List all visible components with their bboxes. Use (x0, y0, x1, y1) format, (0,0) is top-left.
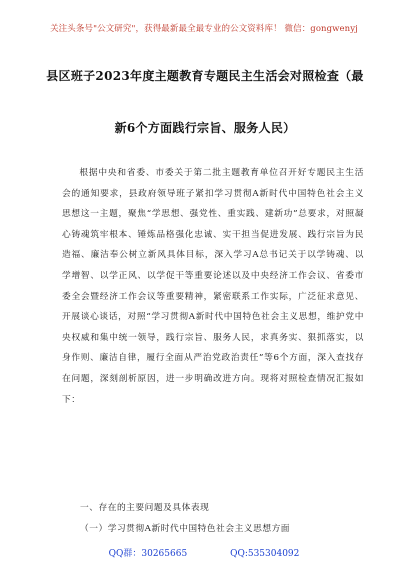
header-promo-note: 关注头条号"公文研究"，获得最新最全最专业的公文资料库！ 微信：gongwenyj (50, 24, 358, 34)
document-title-line-1: 县区班子2023年度主题教育专题民主生活会对照检查（最 (46, 69, 364, 83)
footer-qq-group: QQ群：30265665 (108, 549, 188, 559)
subsection-heading-1: （一）学习贯彻A新时代中国特色社会主义思想方面 (80, 524, 291, 534)
footer-contact (0, 546, 408, 559)
section-heading-1: 一、存在的主要问题及具体表现 (80, 503, 210, 513)
document-title-line-2: 新6个方面践行宗旨、服务人民） (114, 121, 296, 135)
body-paragraph: 根据中央和省委、市委关于第二批主题教育单位召开好专题民主生活会的通知要求，县政府领导班子紧扣学习贯彻A新时代中国特色社会主义思想这一主题，聚焦“学思想、强党性、重实践、建新功”总要求，对照凝心铸魂筑牢根本、锤炼品格强化忠诚、实干担当促进发展、践行宗旨为民造福、廉洁奉公树立新风具体目标，深入学习A总书记关于以学铸魂、以学增智、以学正风、以学促干等重要论述以及中央经济工作会议、省委市委全会暨经济工作会议等重要精神，紧密联系工作实际，广泛征求意见、开展谈心谈话，对照“学习贯彻A新时代中国特色社会主义思想，维护党中央权威和集中统一领导，践行宗旨、服务人民，求真务实、狠抓落实，以身作则、廉洁自律，履行全面从严治党政治责任”等6个方面，深入查找存在问题，深刻剖析原因，进一步明确改进方向。现将对照检查情况汇报如下： (62, 168, 364, 405)
footer-qq-number: QQ:535304092 (230, 549, 300, 559)
